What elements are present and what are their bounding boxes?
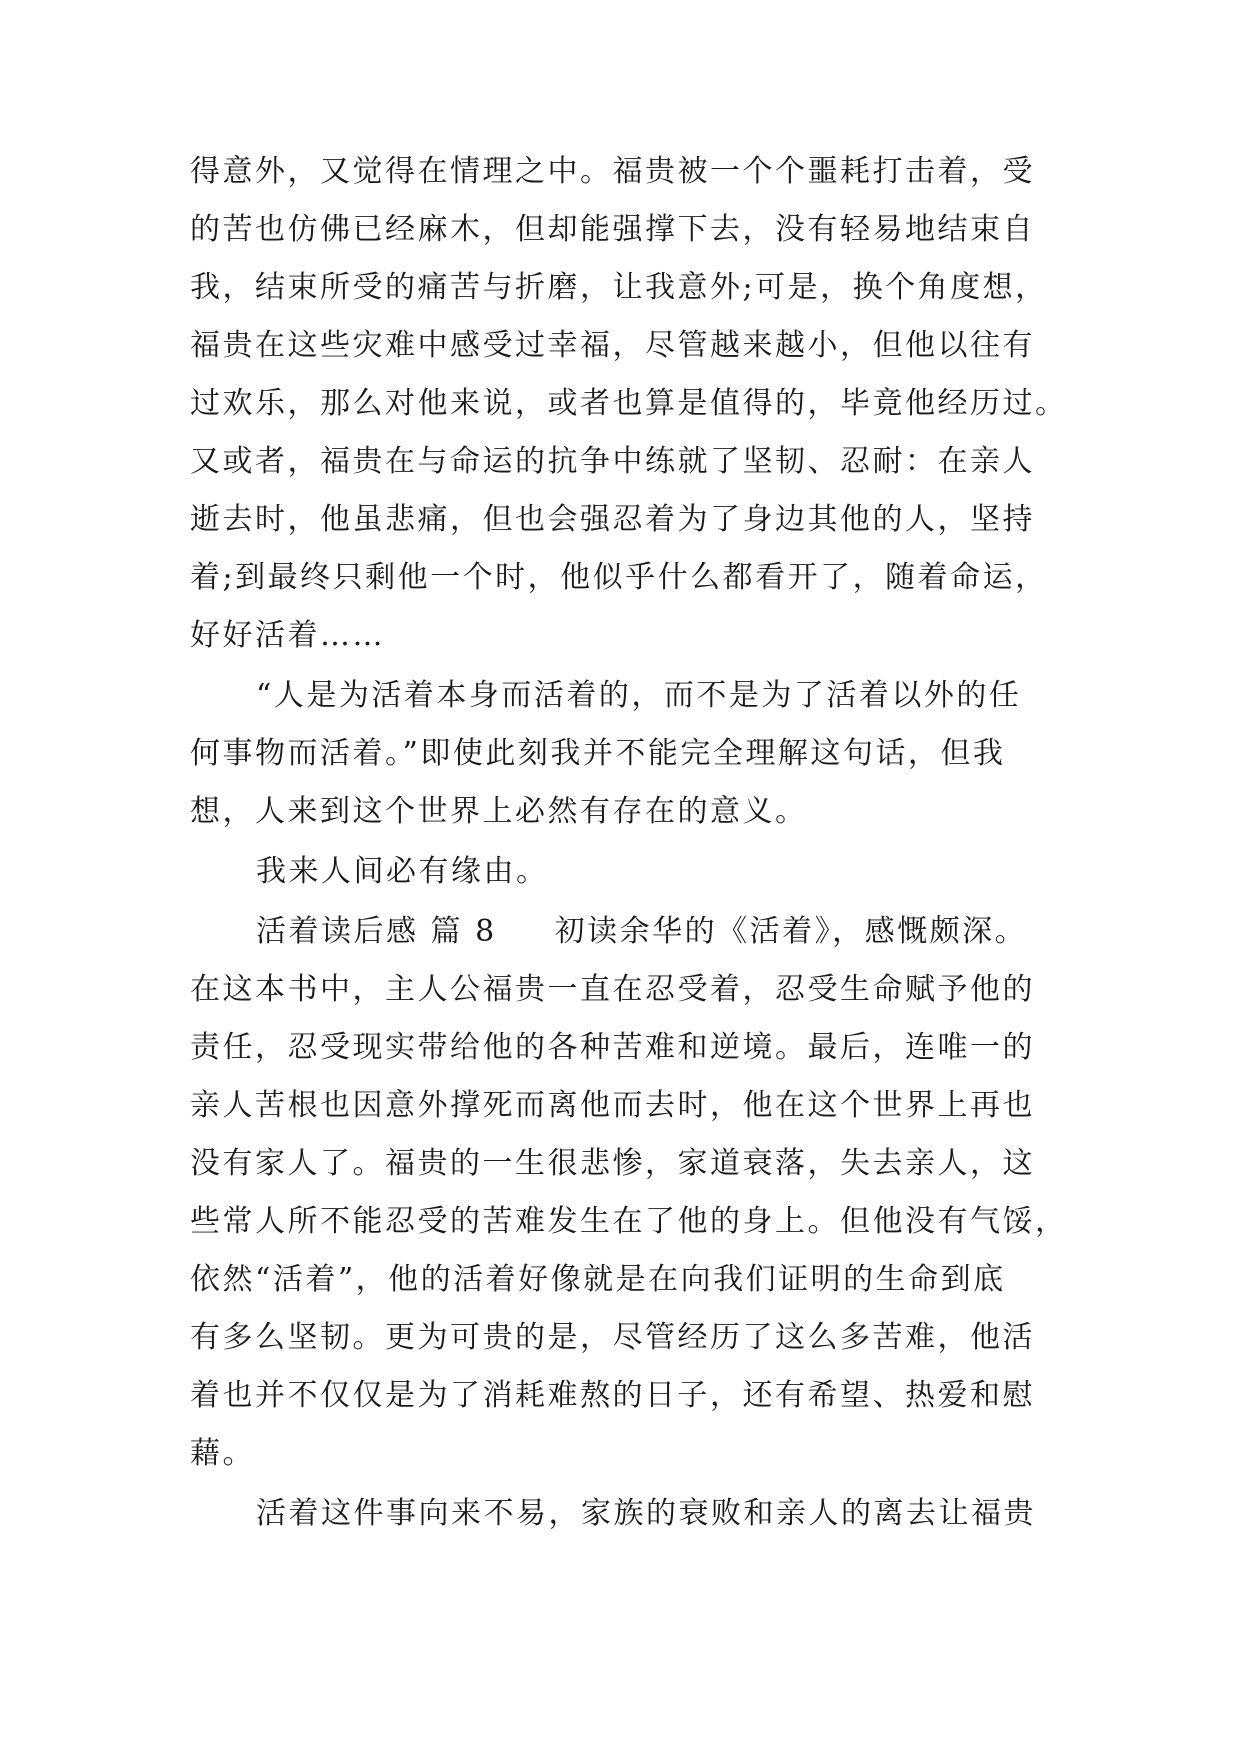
text-line: 我，结束所受的痛苦与折磨，让我意外;可是，换个角度想， xyxy=(190,270,1048,305)
text-line: 何事物而活着。”即使此刻我并不能完全理解这句话，但我 xyxy=(190,736,1006,771)
text-line: 好好活着…… xyxy=(190,618,385,653)
section-heading: 活着读后感 篇 8 xyxy=(256,914,497,949)
quote-line: “人是为活着本身而活着的，而不是为了活着以外的任 xyxy=(256,678,1022,713)
text-line: 责任，忍受现实带给他的各种苦难和逆境。最后，连唯一的 xyxy=(190,1030,1035,1065)
paragraph-line: 活着这件事向来不易，家族的衰败和亲人的离去让福贵 xyxy=(256,1496,1036,1531)
text-line: 福贵在这些灾难中感受过幸福，尽管越来越小，但他以往有 xyxy=(190,328,1035,363)
text-line: 逝去时，他虽悲痛，但也会强忍着为了身边其他的人，坚持 xyxy=(190,502,1035,537)
text-line: 没有家人了。福贵的一生很悲惨，家道衰落，失去亲人，这 xyxy=(190,1146,1035,1181)
text-line: 着也并不仅仅是为了消耗难熬的日子，还有希望、热爱和慰 xyxy=(190,1378,1035,1413)
heading-following-text: 初读余华的《活着》，感慨颇深。 xyxy=(554,914,1028,949)
paragraph-line: 我来人间必有缘由。 xyxy=(256,854,549,889)
text-line: 些常人所不能忍受的苦难发生在了他的身上。但他没有气馁， xyxy=(190,1204,1068,1239)
text-line: 想，人来到这个世界上必然有存在的意义。 xyxy=(190,794,808,829)
text-line: 过欢乐，那么对他来说，或者也算是值得的，毕竟他经历过。 xyxy=(190,386,1068,421)
section-heading-line xyxy=(256,912,1136,952)
text-line: 在这本书中，主人公福贵一直在忍受着，忍受生命赋予他的 xyxy=(190,972,1035,1007)
text-line: 亲人苦根也因意外撑死而离他而去时，他在这个世界上再也 xyxy=(190,1088,1035,1123)
text-line: 藉。 xyxy=(190,1436,255,1471)
text-line: 依然“活着”，他的活着好像就是在向我们证明的生命到底 xyxy=(190,1262,1006,1297)
text-line: 又或者，福贵在与命运的抗争中练就了坚韧、忍耐：在亲人 xyxy=(190,444,1035,479)
text-line: 着;到最终只剩他一个时，他似乎什么都看开了，随着命运， xyxy=(190,560,1048,595)
text-line: 得意外，又觉得在情理之中。福贵被一个个噩耗打击着，受 xyxy=(190,154,1035,189)
text-line: 有多么坚韧。更为可贵的是，尽管经历了这么多苦难，他活 xyxy=(190,1320,1035,1355)
text-line: 的苦也仿佛已经麻木，但却能强撑下去，没有轻易地结束自 xyxy=(190,212,1035,247)
